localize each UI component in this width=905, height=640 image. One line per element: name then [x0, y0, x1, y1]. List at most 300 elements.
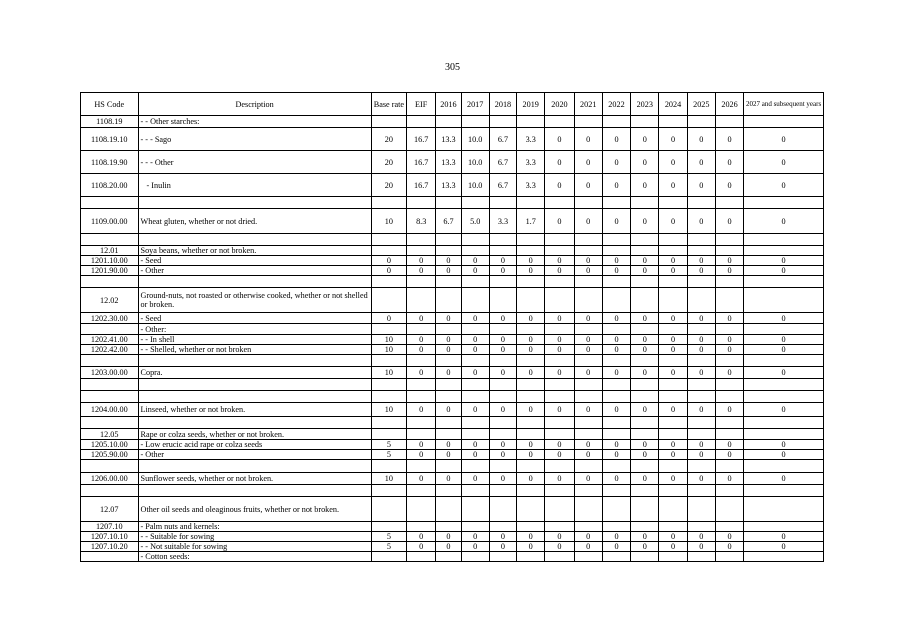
- description-cell: [138, 234, 371, 246]
- table-row: [81, 116, 824, 128]
- rate-cell: 0: [574, 174, 602, 197]
- rate-cell: [744, 288, 824, 313]
- rate-cell: [436, 485, 461, 497]
- rate-cell: 0: [631, 532, 659, 542]
- rate-cell: [631, 417, 659, 429]
- rate-cell: [436, 116, 461, 128]
- rate-cell: 0: [715, 209, 743, 234]
- description-cell: - - Other starches:: [138, 116, 371, 128]
- rate-cell: [436, 522, 461, 532]
- table-row: [81, 197, 824, 209]
- rate-cell: 0: [744, 256, 824, 266]
- description-cell: [138, 355, 371, 367]
- rate-cell: [715, 417, 743, 429]
- rate-cell: [687, 460, 715, 473]
- hs-code-cell: [81, 197, 139, 209]
- rate-cell: [436, 246, 461, 256]
- rate-cell: [744, 497, 824, 522]
- rate-cell: 0: [436, 450, 461, 460]
- rate-cell: 6.7: [436, 209, 461, 234]
- rate-cell: [489, 429, 516, 440]
- description-cell: - Low erucic acid rape or colza seeds: [138, 440, 371, 450]
- rate-cell: [545, 116, 574, 128]
- rate-cell: 0: [574, 473, 602, 485]
- rate-cell: 0: [436, 440, 461, 450]
- rate-cell: [744, 116, 824, 128]
- base-rate-cell: [371, 522, 406, 532]
- rate-cell: [545, 197, 574, 209]
- rate-cell: 0: [407, 473, 436, 485]
- rate-cell: 0: [407, 542, 436, 552]
- table-row: [81, 288, 824, 313]
- rate-cell: 0: [687, 335, 715, 345]
- rate-cell: [659, 417, 687, 429]
- base-rate-cell: [371, 116, 406, 128]
- rate-cell: 0: [631, 473, 659, 485]
- rate-cell: 0: [715, 256, 743, 266]
- rate-cell: [489, 522, 516, 532]
- rate-cell: [574, 391, 602, 403]
- rate-cell: 10.0: [461, 174, 489, 197]
- rate-cell: [517, 552, 545, 562]
- hs-code-cell: 1201.10.00: [81, 256, 139, 266]
- rate-cell: [407, 288, 436, 313]
- description-cell: - - In shell: [138, 335, 371, 345]
- hs-code-cell: 1108.20.00: [81, 174, 139, 197]
- rate-cell: 0: [461, 256, 489, 266]
- rate-cell: [574, 497, 602, 522]
- base-rate-cell: [371, 324, 406, 335]
- rate-cell: 0: [407, 256, 436, 266]
- rate-cell: [744, 429, 824, 440]
- rate-cell: 0: [715, 542, 743, 552]
- rate-cell: 0: [631, 313, 659, 324]
- rate-cell: [436, 391, 461, 403]
- rate-cell: [602, 460, 630, 473]
- rate-cell: 0: [715, 473, 743, 485]
- description-cell: - Cotton seeds:: [138, 552, 371, 562]
- rate-cell: 0: [545, 174, 574, 197]
- rate-cell: [602, 417, 630, 429]
- description-cell: [138, 460, 371, 473]
- rate-cell: 0: [436, 256, 461, 266]
- rate-cell: [545, 460, 574, 473]
- rate-cell: [574, 485, 602, 497]
- rate-cell: 0: [659, 345, 687, 355]
- rate-cell: [461, 460, 489, 473]
- rate-cell: 0: [744, 209, 824, 234]
- rate-cell: 0: [545, 403, 574, 417]
- rate-cell: 0: [659, 266, 687, 276]
- rate-cell: 0: [517, 313, 545, 324]
- description-cell: [138, 485, 371, 497]
- rate-cell: 0: [489, 266, 516, 276]
- base-rate-cell: 20: [371, 151, 406, 174]
- rate-cell: 8.3: [407, 209, 436, 234]
- hs-code-cell: [81, 460, 139, 473]
- table-row: [81, 497, 824, 522]
- rate-cell: 10.0: [461, 128, 489, 151]
- rate-cell: 0: [489, 450, 516, 460]
- rate-cell: 0: [687, 345, 715, 355]
- rate-cell: 0: [715, 266, 743, 276]
- description-cell: Linseed, whether or not broken.: [138, 403, 371, 417]
- rate-cell: [407, 522, 436, 532]
- header-year: 2021: [574, 93, 602, 116]
- rate-cell: [489, 485, 516, 497]
- rate-cell: [715, 197, 743, 209]
- rate-cell: [574, 522, 602, 532]
- rate-cell: [744, 460, 824, 473]
- rate-cell: [602, 246, 630, 256]
- rate-cell: [659, 197, 687, 209]
- rate-cell: [574, 379, 602, 391]
- rate-cell: [715, 522, 743, 532]
- rate-cell: 6.7: [489, 151, 516, 174]
- rate-cell: [489, 391, 516, 403]
- description-cell: [138, 391, 371, 403]
- description-cell: Ground-nuts, not roasted or otherwise cooked, whether or not shelled or broken.: [138, 288, 371, 313]
- table-row: [81, 324, 824, 335]
- rate-cell: [436, 497, 461, 522]
- rate-cell: 0: [545, 532, 574, 542]
- rate-cell: [489, 197, 516, 209]
- rate-cell: [602, 324, 630, 335]
- base-rate-cell: [371, 288, 406, 313]
- rate-cell: [407, 379, 436, 391]
- table-row: [81, 473, 824, 485]
- base-rate-cell: 10: [371, 345, 406, 355]
- rate-cell: [659, 485, 687, 497]
- rate-cell: 0: [574, 542, 602, 552]
- rate-cell: [602, 379, 630, 391]
- rate-cell: 0: [574, 450, 602, 460]
- rate-cell: [545, 391, 574, 403]
- base-rate-cell: [371, 379, 406, 391]
- rate-cell: 13.3: [436, 151, 461, 174]
- rate-cell: 6.7: [489, 128, 516, 151]
- rate-cell: [517, 246, 545, 256]
- hs-code-cell: 1204.00.00: [81, 403, 139, 417]
- rate-cell: 0: [436, 313, 461, 324]
- rate-cell: 0: [574, 209, 602, 234]
- rate-cell: [461, 234, 489, 246]
- rate-cell: [517, 276, 545, 288]
- rate-cell: [545, 522, 574, 532]
- rate-cell: [489, 552, 516, 562]
- description-cell: - Other: [138, 450, 371, 460]
- rate-cell: [602, 276, 630, 288]
- rate-cell: 0: [489, 367, 516, 379]
- hs-code-cell: 12.02: [81, 288, 139, 313]
- rate-cell: 0: [687, 367, 715, 379]
- header-eif: EIF: [407, 93, 436, 116]
- description-cell: Other oil seeds and oleaginous fruits, whether or not broken.: [138, 497, 371, 522]
- description-cell: Wheat gluten, whether or not dried.: [138, 209, 371, 234]
- rate-cell: 0: [744, 532, 824, 542]
- description-cell: - Seed: [138, 313, 371, 324]
- description-cell: - - Shelled, whether or not broken: [138, 345, 371, 355]
- rate-cell: 0: [744, 128, 824, 151]
- rate-cell: [715, 246, 743, 256]
- table-row: [81, 460, 824, 473]
- rate-cell: [517, 417, 545, 429]
- description-cell: - Palm nuts and kernels:: [138, 522, 371, 532]
- rate-cell: [436, 197, 461, 209]
- rate-cell: 0: [461, 266, 489, 276]
- hs-code-cell: 1108.19.90: [81, 151, 139, 174]
- hs-code-cell: 1207.10: [81, 522, 139, 532]
- rate-cell: 0: [687, 532, 715, 542]
- rate-cell: [744, 552, 824, 562]
- base-rate-cell: 10: [371, 209, 406, 234]
- rate-cell: 0: [602, 367, 630, 379]
- rate-cell: [715, 379, 743, 391]
- header-year: 2016: [436, 93, 461, 116]
- rate-cell: [574, 197, 602, 209]
- header-row: [81, 93, 824, 116]
- table-row: [81, 128, 824, 151]
- table-row: [81, 532, 824, 542]
- rate-cell: 0: [461, 403, 489, 417]
- rate-cell: [687, 234, 715, 246]
- rate-cell: [659, 379, 687, 391]
- rate-cell: [659, 522, 687, 532]
- rate-cell: 0: [687, 313, 715, 324]
- description-cell: [138, 276, 371, 288]
- rate-cell: 0: [659, 256, 687, 266]
- header-year: 2017: [461, 93, 489, 116]
- table-row: [81, 485, 824, 497]
- rate-cell: 0: [631, 209, 659, 234]
- table-row: [81, 429, 824, 440]
- rate-cell: [631, 497, 659, 522]
- rate-cell: [631, 355, 659, 367]
- rate-cell: 0: [744, 266, 824, 276]
- rate-cell: 0: [715, 313, 743, 324]
- rate-cell: 0: [715, 174, 743, 197]
- rate-cell: [659, 288, 687, 313]
- rate-cell: [436, 276, 461, 288]
- rate-cell: 0: [407, 450, 436, 460]
- rate-cell: [489, 246, 516, 256]
- rate-cell: [687, 246, 715, 256]
- rate-cell: 0: [744, 151, 824, 174]
- rate-cell: 0: [631, 367, 659, 379]
- rate-cell: 1.7: [517, 209, 545, 234]
- base-rate-cell: 10: [371, 367, 406, 379]
- rate-cell: [461, 417, 489, 429]
- base-rate-cell: 10: [371, 403, 406, 417]
- rate-cell: [631, 391, 659, 403]
- rate-cell: 0: [659, 450, 687, 460]
- table-row: [81, 552, 824, 562]
- table-row: [81, 246, 824, 256]
- rate-cell: 0: [489, 313, 516, 324]
- rate-cell: 0: [659, 209, 687, 234]
- rate-cell: [687, 429, 715, 440]
- table-row: [81, 266, 824, 276]
- rate-cell: [545, 485, 574, 497]
- rate-cell: 0: [715, 403, 743, 417]
- rate-cell: [602, 288, 630, 313]
- rate-cell: [517, 497, 545, 522]
- rate-cell: [659, 429, 687, 440]
- table-row: [81, 345, 824, 355]
- rate-cell: [687, 116, 715, 128]
- rate-cell: 16.7: [407, 151, 436, 174]
- rate-cell: 13.3: [436, 128, 461, 151]
- rate-cell: [545, 276, 574, 288]
- rate-cell: [517, 324, 545, 335]
- rate-cell: [715, 485, 743, 497]
- rate-cell: [602, 234, 630, 246]
- rate-cell: [489, 497, 516, 522]
- rate-cell: 0: [744, 473, 824, 485]
- rate-cell: 0: [687, 209, 715, 234]
- rate-cell: 0: [517, 345, 545, 355]
- rate-cell: [659, 460, 687, 473]
- rate-cell: 5.0: [461, 209, 489, 234]
- hs-code-cell: [81, 355, 139, 367]
- header-year: 2023: [631, 93, 659, 116]
- rate-cell: 10.0: [461, 151, 489, 174]
- hs-code-cell: 1202.30.00: [81, 313, 139, 324]
- rate-cell: 0: [407, 367, 436, 379]
- rate-cell: 0: [489, 440, 516, 450]
- rate-cell: 0: [461, 450, 489, 460]
- hs-code-cell: 12.05: [81, 429, 139, 440]
- rate-cell: 0: [631, 345, 659, 355]
- base-rate-cell: 10: [371, 335, 406, 345]
- rate-cell: 0: [687, 174, 715, 197]
- rate-cell: 0: [659, 313, 687, 324]
- table-row: [81, 151, 824, 174]
- rate-cell: [659, 246, 687, 256]
- rate-cell: [489, 276, 516, 288]
- hs-code-cell: 1202.41.00: [81, 335, 139, 345]
- rate-cell: [545, 429, 574, 440]
- rate-cell: [631, 246, 659, 256]
- rate-cell: [744, 485, 824, 497]
- rate-cell: 0: [659, 440, 687, 450]
- rate-cell: [687, 417, 715, 429]
- rate-cell: [687, 391, 715, 403]
- description-cell: Sunflower seeds, whether or not broken.: [138, 473, 371, 485]
- base-rate-cell: [371, 552, 406, 562]
- hs-code-cell: [81, 552, 139, 562]
- rate-cell: 0: [659, 403, 687, 417]
- rate-cell: [744, 522, 824, 532]
- base-rate-cell: 5: [371, 532, 406, 542]
- rate-cell: [715, 324, 743, 335]
- rate-cell: [436, 288, 461, 313]
- rate-cell: 0: [461, 335, 489, 345]
- rate-cell: 0: [659, 473, 687, 485]
- rate-cell: [461, 246, 489, 256]
- rate-cell: 0: [744, 313, 824, 324]
- hs-code-cell: [81, 276, 139, 288]
- rate-cell: [461, 288, 489, 313]
- hs-code-cell: 1201.90.00: [81, 266, 139, 276]
- hs-code-cell: 12.01: [81, 246, 139, 256]
- description-cell: - - Suitable for sowing: [138, 532, 371, 542]
- rate-cell: 0: [517, 542, 545, 552]
- rate-cell: 0: [545, 335, 574, 345]
- rate-cell: [602, 429, 630, 440]
- rate-cell: [517, 234, 545, 246]
- base-rate-cell: [371, 246, 406, 256]
- description-cell: Copra.: [138, 367, 371, 379]
- rate-cell: [489, 460, 516, 473]
- description-cell: - - - Sago: [138, 128, 371, 151]
- header-2027-onwards: 2027 and subsequent years: [744, 93, 824, 116]
- rate-cell: [602, 391, 630, 403]
- rate-cell: 0: [545, 367, 574, 379]
- rate-cell: 0: [461, 473, 489, 485]
- rate-cell: 0: [517, 440, 545, 450]
- base-rate-cell: [371, 417, 406, 429]
- rate-cell: 0: [687, 128, 715, 151]
- rate-cell: 0: [461, 542, 489, 552]
- rate-cell: [407, 417, 436, 429]
- rate-cell: 0: [659, 174, 687, 197]
- rate-cell: 0: [602, 128, 630, 151]
- rate-cell: [687, 379, 715, 391]
- rate-cell: [574, 552, 602, 562]
- description-cell: Rape or colza seeds, whether or not broken.: [138, 429, 371, 440]
- rate-cell: 0: [744, 335, 824, 345]
- rate-cell: 0: [687, 450, 715, 460]
- rate-cell: [545, 246, 574, 256]
- table-row: [81, 391, 824, 403]
- rate-cell: 0: [574, 532, 602, 542]
- rate-cell: [602, 485, 630, 497]
- rate-cell: 0: [489, 335, 516, 345]
- rate-cell: [744, 276, 824, 288]
- rate-cell: [407, 276, 436, 288]
- rate-cell: 0: [602, 256, 630, 266]
- page-number: 305: [445, 62, 460, 73]
- hs-code-cell: 1202.42.00: [81, 345, 139, 355]
- rate-cell: [461, 552, 489, 562]
- rate-cell: 0: [744, 440, 824, 450]
- rate-cell: 0: [545, 345, 574, 355]
- description-cell: [138, 417, 371, 429]
- rate-cell: 0: [461, 440, 489, 450]
- rate-cell: [687, 522, 715, 532]
- rate-cell: [489, 355, 516, 367]
- rate-cell: 3.3: [489, 209, 516, 234]
- rate-cell: 0: [574, 151, 602, 174]
- table-row: [81, 542, 824, 552]
- rate-cell: [545, 379, 574, 391]
- rate-cell: [545, 288, 574, 313]
- rate-cell: [574, 246, 602, 256]
- rate-cell: [631, 460, 659, 473]
- rate-cell: [744, 324, 824, 335]
- table-row: [81, 355, 824, 367]
- rate-cell: [715, 552, 743, 562]
- rate-cell: 0: [602, 151, 630, 174]
- rate-cell: 0: [602, 440, 630, 450]
- hs-code-cell: [81, 234, 139, 246]
- header-year: 2022: [602, 93, 630, 116]
- rate-cell: [744, 355, 824, 367]
- rate-cell: [744, 417, 824, 429]
- rate-cell: [461, 355, 489, 367]
- rate-cell: 0: [517, 335, 545, 345]
